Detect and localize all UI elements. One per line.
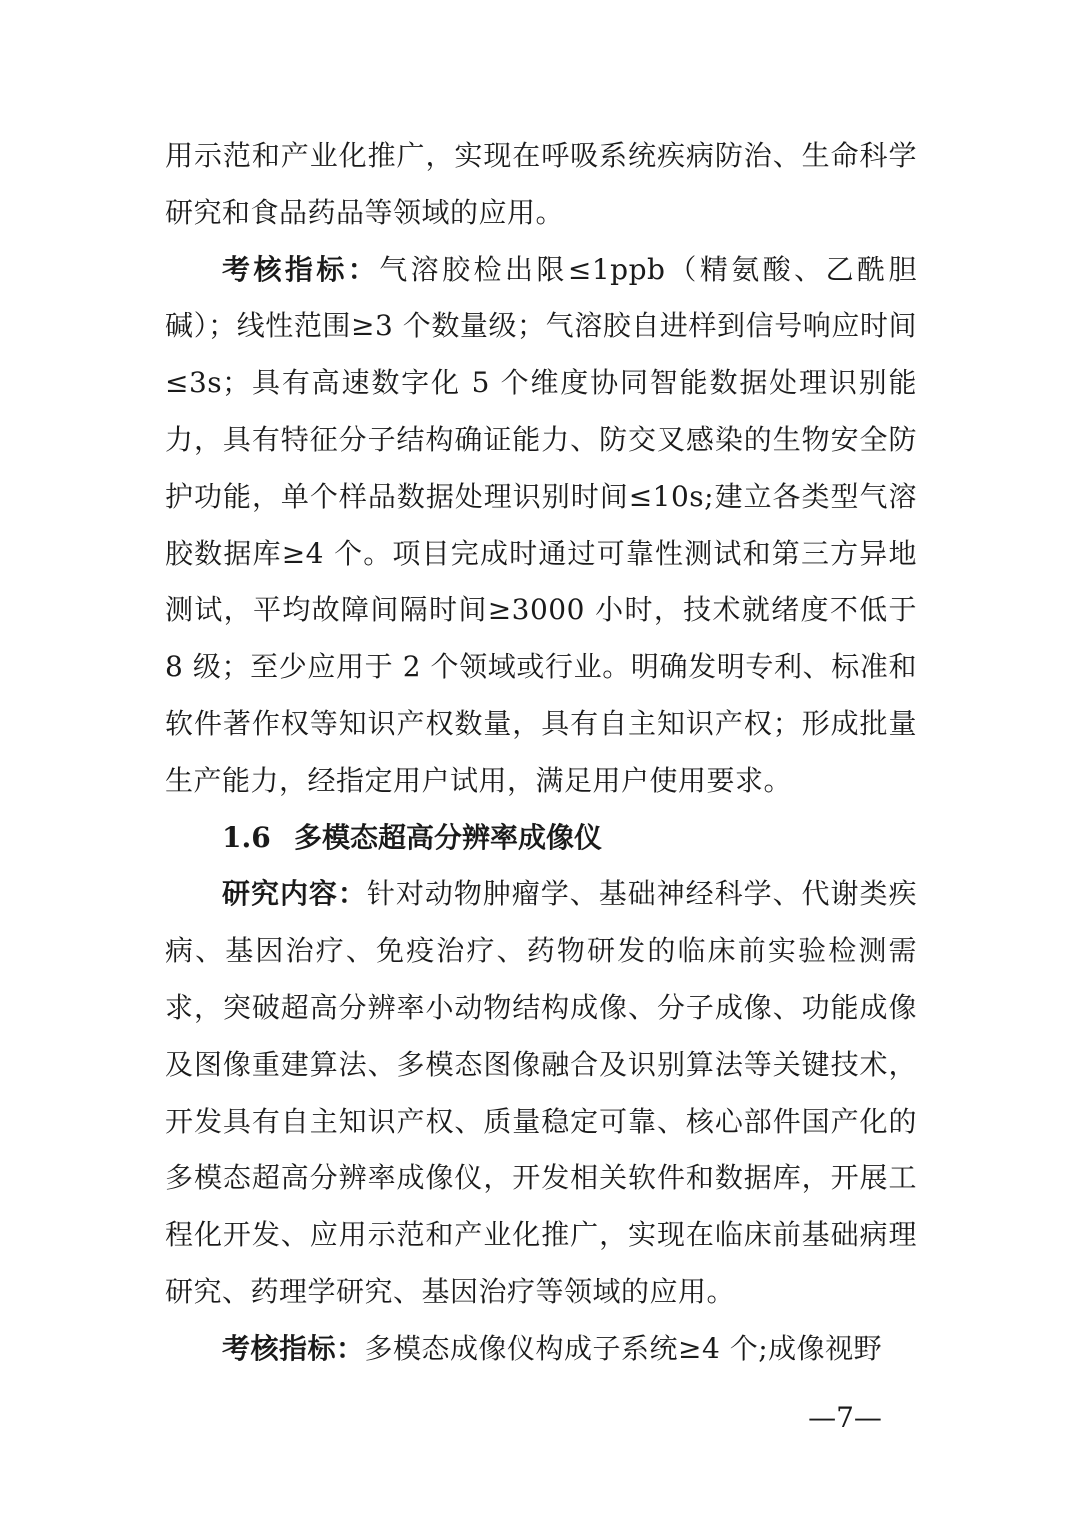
paragraph-text: 气溶胶检出限≤1ppb（精氨酸、乙酰胆碱）；线性范围≥3 个数量级；气溶胶自进样到信号响应时间≤3s；具有高速数字化 5 个维度协同智能数据处理识别能力，具有特征分子结构确证能力、防交叉感染的生物安全防护功能，单个样品数据处理识别时间≤10s;建立各类型气溶胶数据库≥4 个。项目完成时通过可靠性测试和第三方异地测试，平均故障间隔时间≥3000 小时，技术就绪度不低于 8 级；至少应用于 2 个领域或行业。明确发明专利、标准和软件著作权等知识产权数量，具有自主知识产权；形成批量生产能力，经指定用户试用，满足用户使用要求。 (165, 252, 917, 797)
paragraph-text: 多模态成像仪构成子系统≥4 个;成像视野 (364, 1331, 883, 1365)
paragraph-assessment-indicators (165, 242, 917, 810)
paragraph-text: 用示范和产业化推广，实现在呼吸系统疾病防治、生命科学研究和食品药品等领域的应用。 (165, 139, 917, 229)
paragraph-assessment-indicators-2 (165, 1321, 917, 1378)
section-number: 1.6 (222, 820, 271, 854)
section-heading (165, 810, 917, 867)
section-title: 多模态超高分辨率成像仪 (294, 820, 603, 854)
paragraph-continuation (165, 128, 917, 242)
page-number: —7— (808, 1401, 882, 1434)
paragraph-label: 考核指标： (222, 252, 380, 286)
paragraph-label: 研究内容： (222, 877, 367, 911)
paragraph-label: 考核指标： (222, 1331, 365, 1365)
paragraph-text: 针对动物肿瘤学、基础神经科学、代谢类疾病、基因治疗、免疫治疗、药物研发的临床前实验检测需求，突破超高分辨率小动物结构成像、分子成像、功能成像及图像重建算法、多模态图像融合及识别算法等关键技术，开发具有自主知识产权、质量稳定可靠、核心部件国产化的多模态超高分辨率成像仪，开发相关软件和数据库，开展工程化开发、应用示范和产业化推广，实现在临床前基础病理研究、药理学研究、基因治疗等领域的应用。 (165, 877, 917, 1308)
document-body (165, 128, 917, 1378)
paragraph-research-content (165, 866, 917, 1320)
